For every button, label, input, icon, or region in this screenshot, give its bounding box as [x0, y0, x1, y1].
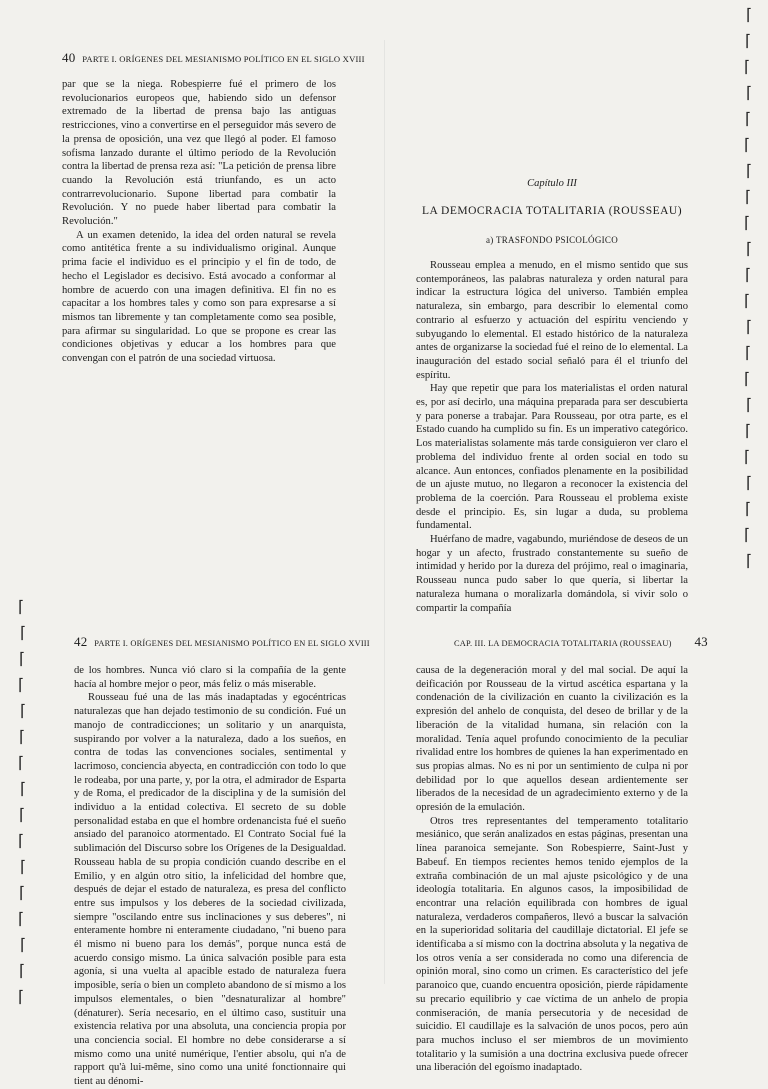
binding-mark: ⌈: [745, 501, 752, 518]
page-40-body: [62, 78, 336, 366]
page-40: [62, 50, 365, 366]
page-number: 40: [62, 50, 76, 65]
binding-mark: ⌈: [20, 625, 27, 642]
binding-mark: ⌈: [746, 319, 753, 336]
binding-mark: ⌈: [18, 911, 25, 928]
page-41-body: [416, 259, 688, 615]
binding-mark: ⌈: [745, 345, 752, 362]
paragraph: de los hombres. Nunca vió claro si la compañía de la gente hacía al hombre mejor o peor, más feliz o más miserable.: [74, 665, 346, 690]
binding-mark: ⌈: [744, 449, 751, 466]
binding-mark: ⌈: [746, 163, 753, 180]
paragraph: Hay que repetir que para los materialistas el orden natural es, por así decirlo, una máquina preparada para ser descubierta y para ponerse a trabajar. Para Rousseau, por otra parte, es el Estado cuando ha cumplido su fin. Es un imperativo categórico. Los materialistas solamente más tarde consiguieron ver claro el problema del individuo frente al orden social en todo su alcance. Aun entonces, confiados plenamente en la posibilidad de un ajuste mutuo, no llegaron a reconocer la existencia del problema de la coerción. Para Rousseau el problema existe desde el principio. Es, sin lugar a duda, su problema fundamental.: [416, 383, 688, 532]
binding-mark: ⌈: [746, 85, 753, 102]
binding-mark: ⌈: [745, 111, 752, 128]
paragraph: Rousseau emplea a menudo, en el mismo sentido que sus contemporáneos, las palabras naturaleza y orden natural para indicar la estructura lógica del universo. También emplea naturaleza, sin embargo, para describir lo elemental como contrario al esfuerzo y actuación del espíritu venciendo y subyugando lo elemental. El estado histórico de la naturaleza antes de organizarse la sociedad fué el reino de lo elemental. La inauguración del estado social señaló para él el triunfo del espíritu.: [416, 260, 688, 381]
binding-mark: ⌈: [19, 885, 26, 902]
page-42: [74, 634, 370, 1089]
binding-mark: ⌈: [744, 59, 751, 76]
binding-mark: ⌈: [745, 189, 752, 206]
binding-mark: ⌈: [20, 859, 27, 876]
page-41: [416, 178, 688, 615]
binding-mark: ⌈: [745, 267, 752, 284]
binding-mark: ⌈: [18, 599, 25, 616]
paragraph: par que se la niega. Robespierre fué el primero de los revolucionarios europeos que, habiendo sido un defensor extremado de la libertad de prensa bajo las antiguas restricciones, vino a convertirse en el perseguidor más severo de la prensa de oposición, una vez que llegó al poder. El famoso sofisma lanzado durante el último período de la Revolución contra la libertad de prensa reza así: "La petición de prensa libre cuando la Revolución está triunfando, es un acto contrarrevolucionario. Supone libertad para combatir la Revolución. Y no puede haber libertad para combatir la Revolución.": [62, 79, 336, 228]
paragraph: causa de la degeneración moral y del mal social. De aquí la deificación por Rousseau de la virtud ascética espartana y la condenación de la civilización en cuanto la civilización es la expresión del anhelo de conquista, del deseo de brillar y de la liberación de la vitalidad humana, sin relación con la moralidad. Tenía aquel profundo conocimiento de la peculiar rivalidad entre los hombres de quienes la han experimentado en sus propias almas. No es ni por un sentimiento de culpa ni por debilidad por lo que aquellos desean ardientemente ser liberados de la necesidad de un agradecimiento externo y de la opresión de la emulación.: [416, 665, 688, 814]
binding-mark: ⌈: [744, 527, 751, 544]
binding-mark: ⌈: [746, 553, 753, 570]
page-number: 43: [694, 634, 708, 649]
binding-mark: ⌈: [19, 963, 26, 980]
binding-mark: ⌈: [744, 137, 751, 154]
page-42-header: [74, 634, 370, 650]
binding-mark: ⌈: [746, 397, 753, 414]
paragraph: Huérfano de madre, vagabundo, muriéndose de deseos de un hogar y un afecto, frustrado constantemente su sueño de intimidad y herido por la dureza del prójimo, real o imaginaria, Rousseau nunca pudo saber lo que quería, si libertar la naturaleza humana o moralizarla domándola, si vivir solo o compartir la compañía: [416, 534, 688, 614]
paragraph: A un examen detenido, la idea del orden natural se revela como antitética frente a su individualismo original. Aunque prima facie el individuo es el principio y el fin de todo, de hecho el Legislador es decisivo. Está avocado a conformar al hombre de acuerdo con una imagen definitiva. El fin no es capacitar a los hombres tales y como son para expresarse a sí mismos tan libremente y tan completamente como sea posible, para afirmar su singularidad. Lo que se propone es crear las condiciones objetivas y educar a los hombres para que convengan con el patrón de una sociedad virtuosa.: [62, 229, 336, 365]
page-number: 42: [74, 634, 88, 649]
binding-mark: ⌈: [18, 989, 25, 1006]
binding-mark: ⌈: [745, 33, 752, 50]
binding-mark: ⌈: [744, 371, 751, 388]
chapter-label: Capítulo III: [527, 178, 577, 189]
page-43-body: [416, 664, 688, 1075]
binding-mark: ⌈: [19, 807, 26, 824]
binding-mark: ⌈: [18, 677, 25, 694]
binding-mark: ⌈: [18, 755, 25, 772]
center-seam-vertical: [384, 40, 385, 984]
binding-mark: ⌈: [745, 423, 752, 440]
binding-mark: ⌈: [19, 651, 26, 668]
running-head: PARTE I. ORÍGENES DEL MESIANISMO POLÍTICO EN EL SIGLO XVIII: [94, 639, 370, 648]
page-42-body: [74, 664, 346, 1089]
binding-mark: ⌈: [744, 293, 751, 310]
binding-mark: ⌈: [20, 703, 27, 720]
paragraph: Rousseau fué una de las más inadaptadas y egocéntricas naturalezas que han dejado testimonio de su condición. Fué un manojo de contradicciones; un solitario y un anarquista, suspirando por volver a la naturaleza, dado a los sueños, en contra de todas las convenciones sociales, sentimental y lacrimoso, conciencia abyecta, en contradicción con todo lo que le rodeaba, por una parte, y, por la otra, el admirador de Esparta y de Roma, el predicador de la disciplina y de la sumisión del individuo a la entidad colectiva. El secreto de su doble personalidad estaba en que el hombre ordenancista fué el sueño ansiado del paranoico atormentado. El Contrato Social fué la sublimación del Discurso sobre los Orígenes de la Desigualdad. Rousseau habla de su propia condición cuando describe en el Emilio, y en algún otro sitio, la infelicidad del hombre que, después de dejar el estado de naturaleza, es presa del conflicto entre sus impulsos y los deberes de la sociedad civilizada, siempre "oscilando entre sus inclinaciones y sus deberes", ni enteramente hombre ni enteramente ciudadano, "ni bueno para él mismo ni bueno para los demás", porque nunca está de acuerdo consigo mismo. La única salvación posible para esta agonía, si una vuelta al apacible estado de naturaleza fuera imposible, sería o bien un completo abandono de sí mismo a los impulsos elementales, o bien "desnaturalizar al hombre" (dénaturer). Sería necesario, en el último caso, sustituir una existencia relativa por una absoluta, una conciencia propia por una conciencia social. El hombre no debe considerarse a sí mismo como una unité numérique, l'entier absolu, qui n'a de rapport qu'à lui-même, sino como una unité fonctionnaire qui tient au dénomi-: [74, 692, 346, 1088]
binding-mark: ⌈: [746, 7, 753, 24]
page-43: [416, 634, 708, 1075]
binding-mark: ⌈: [746, 241, 753, 258]
section-heading: a) TRASFONDO PSICOLÓGICO: [485, 235, 619, 245]
running-head: CAP. III. LA DEMOCRACIA TOTALITARIA (ROUSSEAU): [454, 639, 672, 648]
running-head: PARTE I. ORÍGENES DEL MESIANISMO POLÍTICO EN EL SIGLO XVIII: [82, 54, 365, 64]
chapter-title: LA DEMOCRACIA TOTALITARIA (ROUSSEAU): [421, 205, 683, 217]
page-43-header: [416, 634, 708, 650]
binding-mark: ⌈: [20, 781, 27, 798]
page-40-header: [62, 50, 365, 66]
binding-mark: ⌈: [744, 215, 751, 232]
binding-mark: ⌈: [18, 833, 25, 850]
paragraph: Otros tres representantes del temperamento totalitario mesiánico, que serán analizados en estas páginas, presentan una línea paranoica semejante. Son Robespierre, Saint-Just y Babeuf. En tiempos recientes hemos tenido ejemplos de la extraña combinación de un mal ajuste psicológico y de una ideología totalitaria. En algunos casos, la imposibilidad de encontrar una relación equilibrada con hombres de igual naturaleza, verdaderos compañeros, llevó a buscar la salvación en la superioridad solitaria del caudillaje dictatorial. El jefe se identificaba a sí mismo con la doctrina absoluta y la negativa de los otros venía a ser considerada no como una diferencia de opinión moral, sino como un crimen. Es característico del jefe paranoico que, cuando encuentra oposición, pierde rápidamente su precario equilibrio y cae víctima de un anhelo de propia conmiseración, de manía persecutoria y de necesidad de suicidio. El caudillaje es la salvación de unos pocos, pero aún para muchos incluso el ser miembros de un movimiento totalitario y la sumisión a una doctrina exclusiva puede ofrecer una liberación del egoísmo inadaptado.: [416, 815, 688, 1074]
binding-mark: ⌈: [19, 729, 26, 746]
binding-mark: ⌈: [20, 937, 27, 954]
binding-mark: ⌈: [746, 475, 753, 492]
